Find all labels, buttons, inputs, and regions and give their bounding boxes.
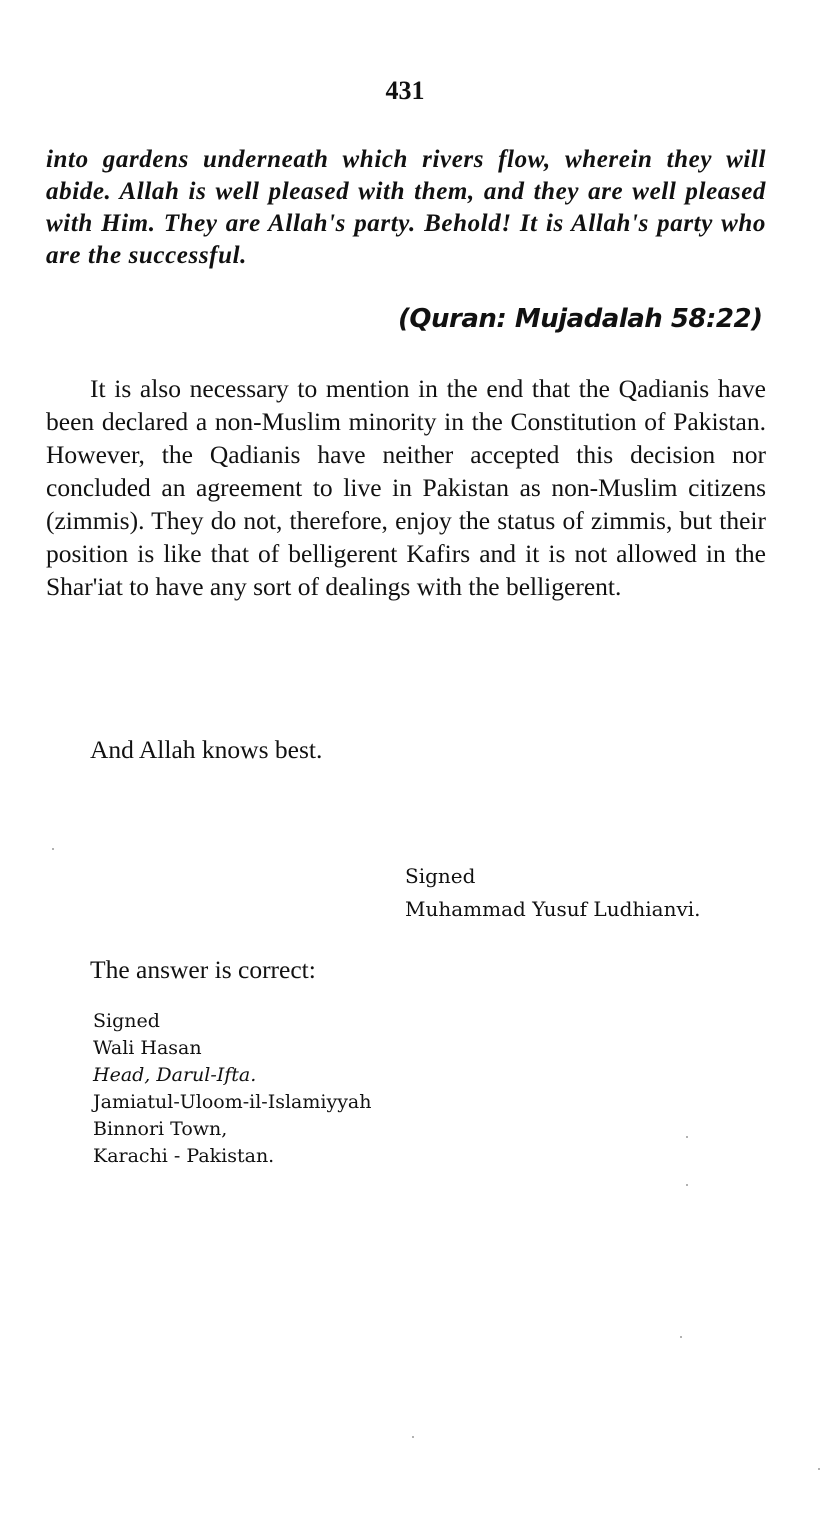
signature-2-address-2: Karachi - Pakistan. [93,1145,275,1167]
signature-1-name: Muhammad Yusuf Ludhianvi. [405,897,701,921]
signature-block-2 [93,1008,372,1170]
body-paragraph: It is also necessary to mention in the end that the Qadianis have been declared a non-Muslim minority in the Constitution of Pakistan. However, the Qadianis have neither accepted this decision nor concluded an agreement to live in Pakistan as non-Muslim citizens (zimmis). They do not, therefore, enjoy the status of zimmis, but their position is like that of belligerent Kafirs and it is not allowed in the Shar'iat to have any sort of dealings with the belligerent. [46,374,766,601]
signature-2-institution: Jamiatul-Uloom-il-Islamiyyah [93,1091,372,1113]
signature-2-label: Signed [93,1010,160,1032]
signature-1-label: Signed [405,864,476,888]
quote-citation: (Quran: Mujadalah 58:22) [398,304,763,334]
scan-speck [818,1468,820,1470]
scan-speck [52,848,54,850]
page-number: 431 [385,76,425,105]
quran-quote: into gardens underneath which rivers flow, wherein they will abide. Allah is well pleased with them, and they are well pleased with Him. They are Allah's party. Behold! It is Allah's party who are the successful. [46,146,766,269]
approval-label: The answer is correct: [90,955,316,984]
signature-2-address-1: Binnori Town, [93,1118,228,1140]
signature-block-1 [405,860,701,926]
signature-2-name: Wali Hasan [93,1037,202,1059]
scan-speck [680,1336,682,1338]
closing-line: And Allah knows best. [90,735,323,764]
scan-speck [686,1184,688,1186]
scan-speck [412,1436,414,1438]
signature-2-title: Head, Darul-Ifta. [93,1064,257,1086]
scan-speck [686,1136,688,1138]
